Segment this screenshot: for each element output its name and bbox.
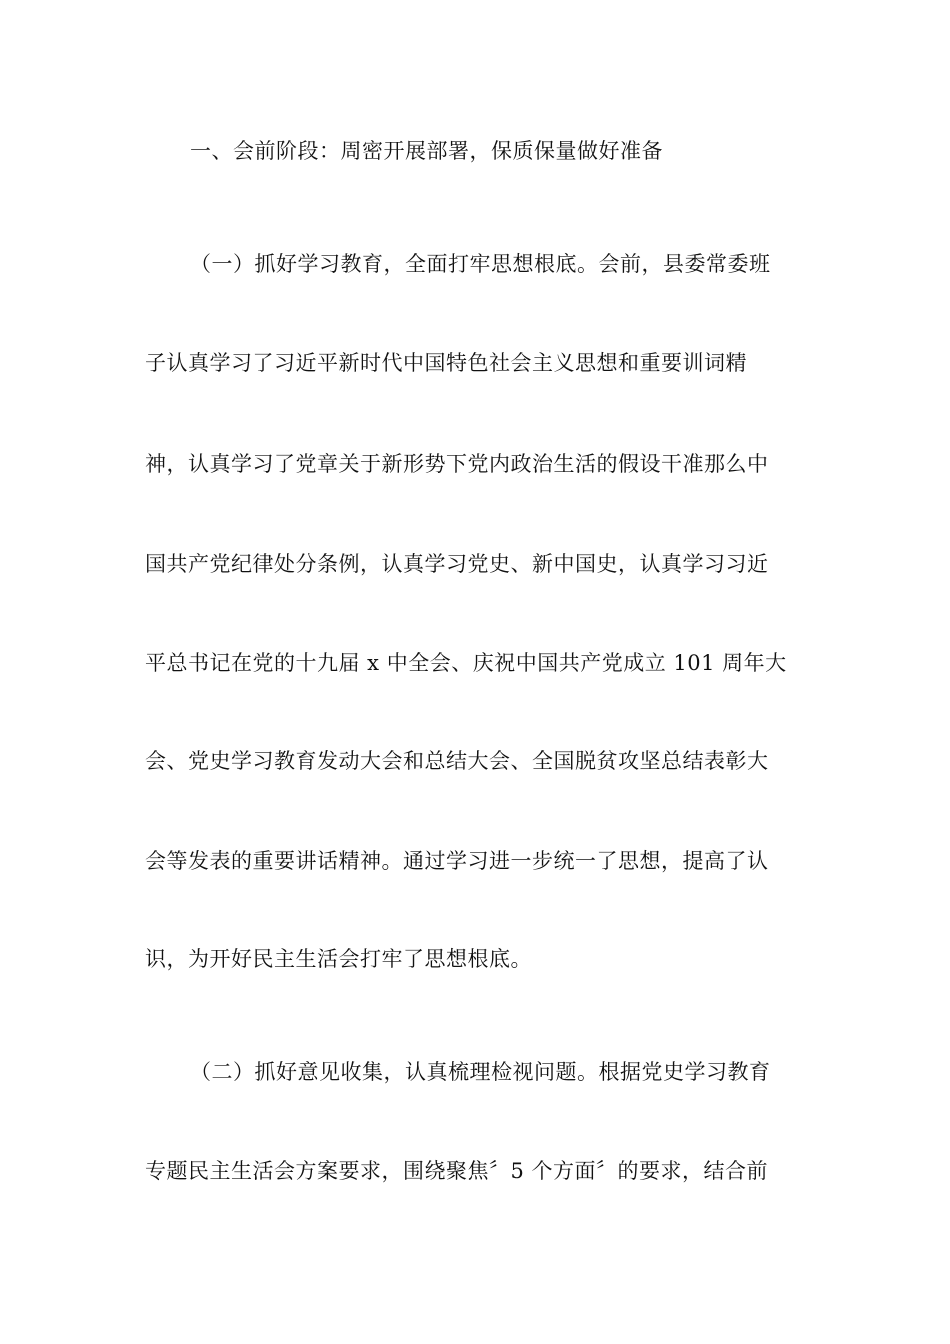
paragraph-1-line-6: 会、党史学习教育发动大会和总结大会、全国脱贫攻坚总结表彰大 bbox=[145, 749, 769, 773]
paragraph-2-line-2: 专题民主生活会方案要求，围绕聚焦〞5 个方面〞的要求，结合前 bbox=[145, 1159, 769, 1183]
paragraph-1-line-1: （一）抓好学习教育，全面打牢思想根底。会前，县委常委班 bbox=[190, 252, 771, 276]
paragraph-1-line-8: 识，为开好民主生活会打牢了思想根底。 bbox=[145, 947, 532, 971]
paragraph-2-line-1: （二）抓好意见收集，认真梳理检视问题。根据党史学习教育 bbox=[190, 1060, 771, 1084]
paragraph-1-line-7: 会等发表的重要讲话精神。通过学习进一步统一了思想，提高了认 bbox=[145, 849, 769, 873]
paragraph-1-line-2: 子认真学习了习近平新时代中国特色社会主义思想和重要训词精 bbox=[145, 351, 747, 375]
paragraph-1-line-3: 神，认真学习了党章关于新形势下党内政治生活的假设干准那么中 bbox=[145, 452, 769, 476]
paragraph-1-line-5: 平总书记在党的十九届 x 中全会、庆祝中国共产党成立 101 周年大 bbox=[145, 651, 787, 675]
paragraph-1-line-4: 国共产党纪律处分条例，认真学习党史、新中国史，认真学习习近 bbox=[145, 552, 769, 576]
section-heading: 一、会前阶段：周密开展部署，保质保量做好准备 bbox=[190, 139, 663, 163]
